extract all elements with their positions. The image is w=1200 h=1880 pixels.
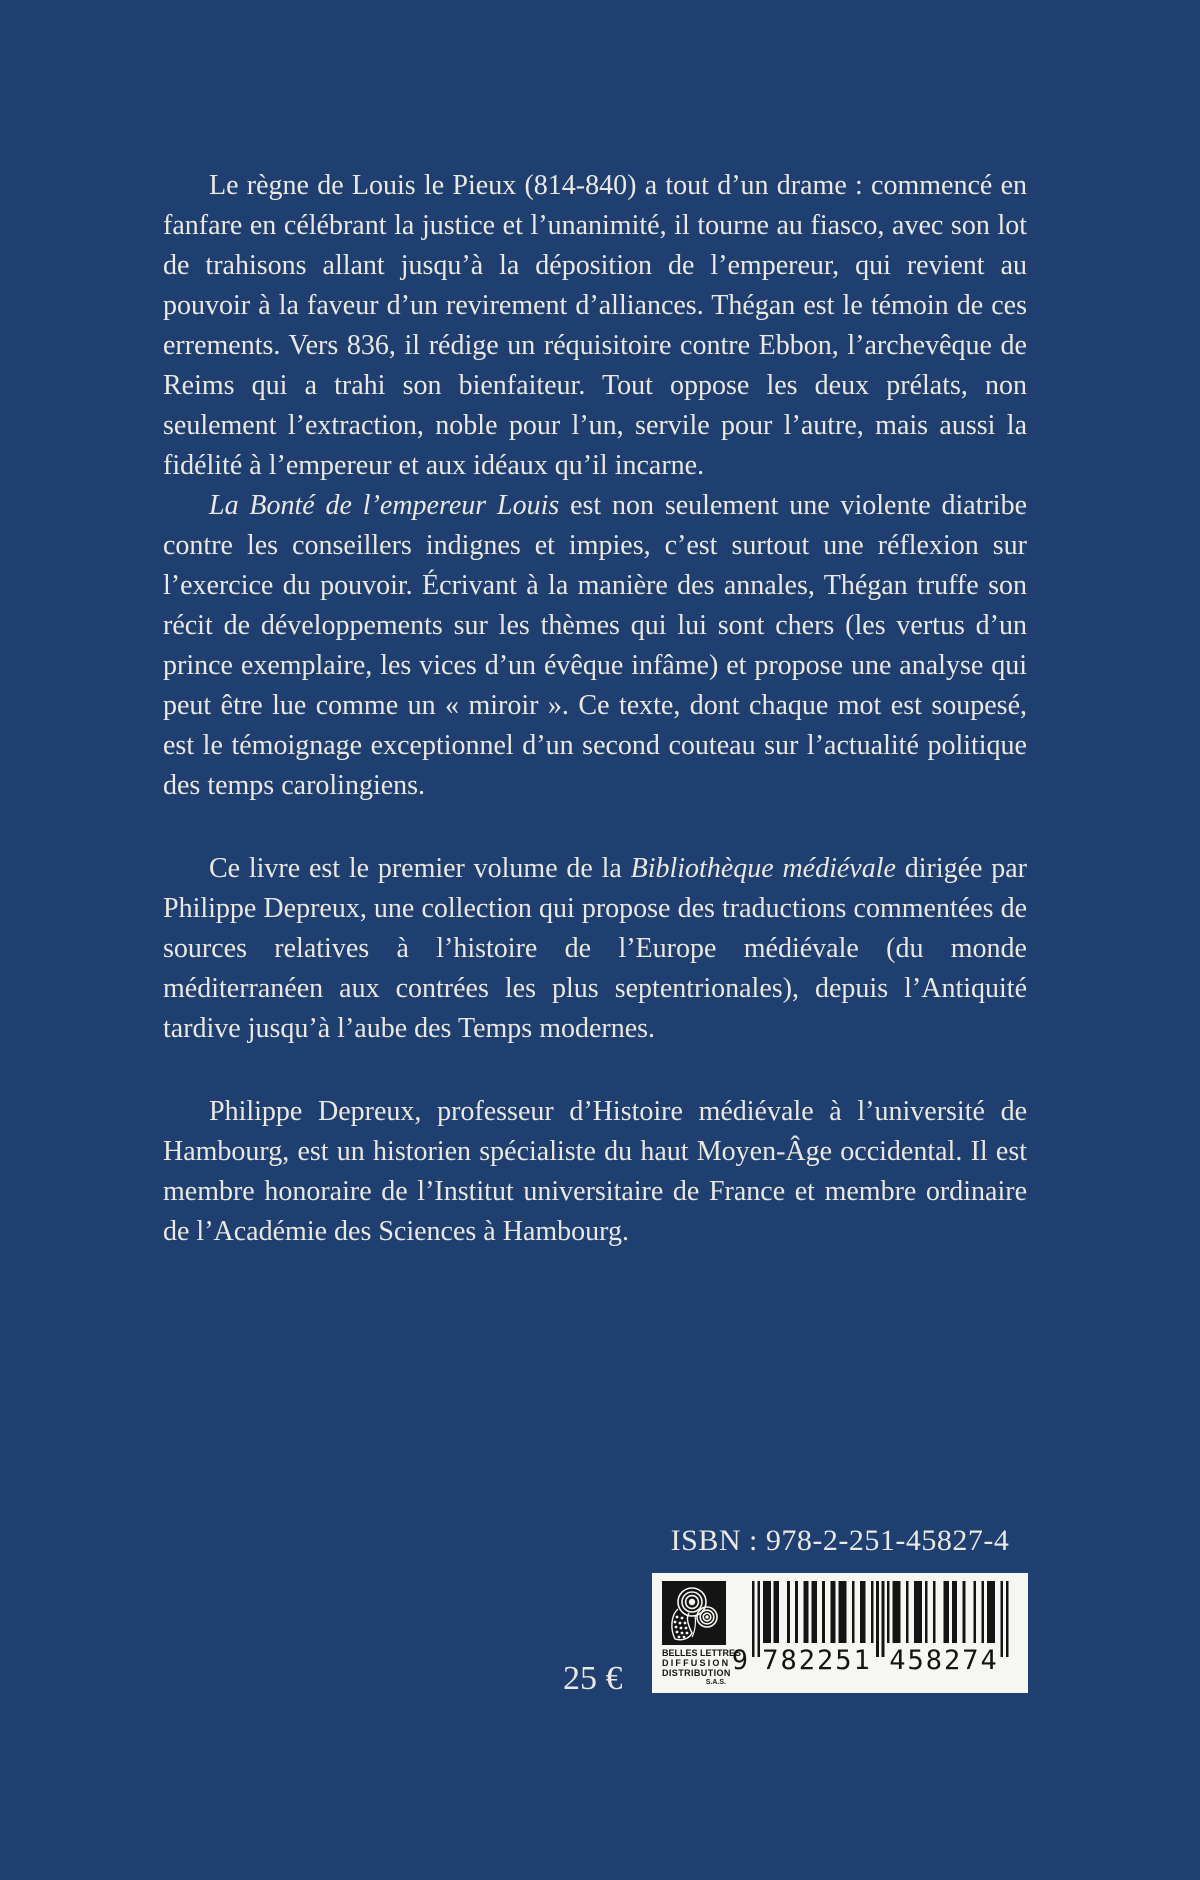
blurb-text: [163, 166, 1027, 1252]
publisher-distribution: DISTRIBUTION: [662, 1668, 731, 1678]
paragraph-author-bio: [163, 1092, 1027, 1252]
paragraph-collection: [163, 849, 1027, 1049]
paragraph-work-description: [163, 486, 1027, 806]
text-run: Bibliothèque médiévale: [630, 853, 896, 884]
text-run: La Bonté de l’empereur Louis: [209, 490, 560, 521]
publisher-block: [662, 1581, 742, 1687]
text-run: dirigée par Philippe Depreux, une collection qui propose des traductions commentées de sources relatives à l’histoire de l’Europe médiévale (du monde méditerranéen aux contrées les plus septentrionales), depuis l’Antiquité tardive jusqu’à l’aube des Temps modernes.: [163, 853, 1027, 1044]
barcode-digit-first: 9: [731, 1645, 748, 1676]
barcode-digits-right: 458274: [889, 1645, 999, 1676]
text-run: est non seulement une violente diatribe contre les conseillers indignes et impies, c’est surtout une réflexion sur l’exercice du pouvoir. Écrivant à la manière des annales, Thégan truffe son récit de développements sur les thèmes qui lui sont chers (les vertus d’un prince exemplaire, les vices d’un évêque infâme) et propose une analyse qui peut être lue comme un « miroir ». Ce texte, dont chaque mot est soupesé, est le témoignage exceptionnel d’un second couteau sur l’actualité politique des temps carolingiens.: [163, 490, 1027, 801]
text-run: Le règne de Louis le Pieux (814-840) a tout d’un drame : commencé en fanfare en célébrant la justice et l’unanimité, il tourne au fiasco, avec son lot de trahisons allant jusqu’à la déposition de l’empereur, qui revient au pouvoir à la faveur d’un revirement d’alliances. Thégan est le témoin de ces errements. Vers 836, il rédige un réquisitoire contre Ebbon, l’archevêque de Reims qui a trahi son bienfaiteur. Tout oppose les deux prélats, non seulement l’extraction, noble pour l’un, servile pour l’autre, mais aussi la fidélité à l’empereur et aux idéaux qu’il incarne.: [163, 170, 1027, 481]
barcode-digits-left: 782251: [762, 1645, 872, 1676]
text-run: Ce livre est le premier volume de la: [209, 853, 631, 884]
price-label: 25 €: [563, 1660, 623, 1697]
publisher-name: BELLES LETTRES: [662, 1648, 742, 1658]
text-run: Philippe Depreux, professeur d’Histoire médiévale à l’université de Hambourg, est un historien spécialiste du haut Moyen-Âge occidental. Il est membre honoraire de l’Institut universitaire de France et membre ordinaire de l’Académie des Sciences à Hambourg.: [163, 1096, 1027, 1247]
publisher-sas: S.A.S.: [705, 1679, 726, 1686]
barcode-panel: [652, 1573, 1028, 1693]
publisher-diffusion: DIFFUSION: [662, 1658, 731, 1668]
owl-icon: [662, 1581, 726, 1645]
isbn-label: ISBN : 978-2-251-45827-4: [670, 1524, 1010, 1557]
paragraph-summary: [163, 166, 1027, 486]
ean-barcode: [731, 1581, 1018, 1691]
